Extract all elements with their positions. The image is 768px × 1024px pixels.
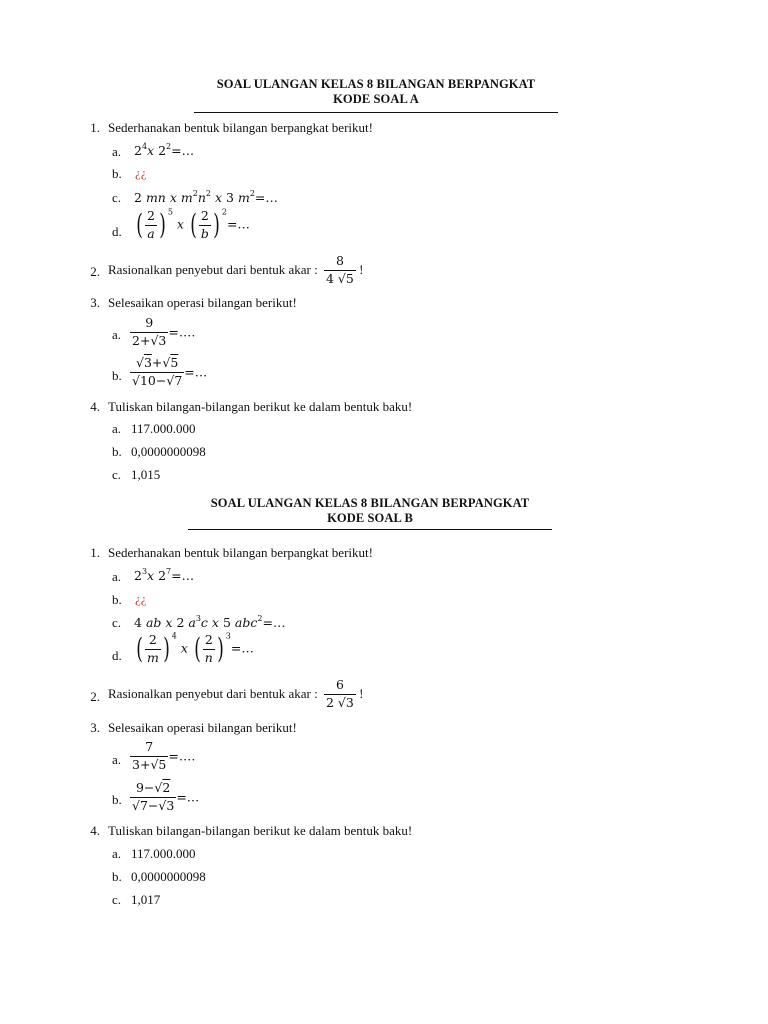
title-line-2: KODE SOAL A [333,92,419,106]
option-letter: b. [112,869,122,884]
title-divider [194,112,558,113]
expression-1b: ¿¿ [135,591,147,606]
question-number: 1. [90,120,100,135]
expression-1c: 2 mn x $m^2n^2$ x 3 $m^2=\dots$ [134,189,278,205]
title-line-2: KODE SOAL B [327,511,413,525]
expression-1c: 4 ab x 2 $a^3c$ x 5 abc$^2$=… [134,614,286,630]
question-text: Rasionalkan penyebut dari bentuk akar : $\frac{8}{4 √5}$ ! [108,253,364,286]
option-letter: d. [112,224,122,239]
option-letter: b. [112,166,122,181]
question-number: 4. [90,399,100,414]
section-a-title [194,77,558,107]
question-text: Sederhanakan bentuk bilangan berpangkat berikut! [108,545,373,560]
title-line-1: SOAL ULANGAN KELAS 8 BILANGAN BERPANGKAT [216,77,536,91]
expression-1d: ( $\frac{2}{a}$ ) $^5$ x ( $\frac{2}{b}$ ) $^2$=… [136,207,250,241]
expression-1d: ( $\frac{2}{m}$ ) $^4$ x ( $\frac{2}{n}$ ) $^3$=… [136,631,254,665]
value-4a: 117.000.000 [131,421,196,436]
title-divider [188,529,552,530]
option-letter: a. [112,569,122,584]
question-number: 4. [90,823,100,838]
question-text: Selesaikan operasi bilangan berikut! [108,720,297,735]
section-b-title [188,496,552,526]
title-line-1: SOAL ULANGAN KELAS 8 BILANGAN BERPANGKAT [210,496,530,510]
question-number: 2. [90,689,100,704]
expression-1a: $2^4x$ $2^2=\dots$ [134,142,195,158]
option-letter: c. [112,615,122,630]
option-letter: c. [112,190,122,205]
question-number: 2. [90,264,100,279]
question-text: Tuliskan bilangan-bilangan berikut ke dalam bentuk baku! [108,399,413,414]
option-letter: b. [112,592,122,607]
value-4b: 0,0000000098 [131,444,206,459]
option-letter: b. [112,444,122,459]
question-text: Tuliskan bilangan-bilangan berikut ke dalam bentuk baku! [108,823,413,838]
option-letter: a. [112,327,122,342]
question-number: 3. [90,720,100,735]
option-letter: a. [112,752,122,767]
option-letter: b. [112,368,122,383]
question-text: Selesaikan operasi bilangan berikut! [108,295,297,310]
expression-1b: ¿¿ [135,165,147,180]
question-number: 3. [90,295,100,310]
question-text: Rasionalkan penyebut dari bentuk akar : $\frac{6}{2 √3}$ ! [108,677,364,710]
value-4b: 0,0000000098 [131,869,206,884]
option-letter: a. [112,421,122,436]
expression-1a: $2^3x$ $2^7=\dots$ [134,567,195,583]
question-text: Sederhanakan bentuk bilangan berpangkat berikut! [108,120,373,135]
option-letter: d. [112,648,122,663]
option-letter: a. [112,144,122,159]
expression-3a: $\frac{7}{3+√5}$ =…. [132,739,196,772]
expression-3a: $\frac{9}{2+√3}$ =…. [132,315,196,348]
option-letter: a. [112,846,122,861]
value-4a: 117.000.000 [131,846,196,861]
option-letter: c. [112,892,122,907]
option-letter: c. [112,467,122,482]
option-letter: b. [112,792,122,807]
value-4c: 1,017 [131,892,161,907]
value-4c: 1,015 [131,467,161,482]
question-number: 1. [90,545,100,560]
expression-3b: $\frac{9-√2}{√7-√3}$ =… [132,780,200,813]
expression-3b: $\frac{√3+√5}{√10-√7}$ =… [132,355,208,388]
